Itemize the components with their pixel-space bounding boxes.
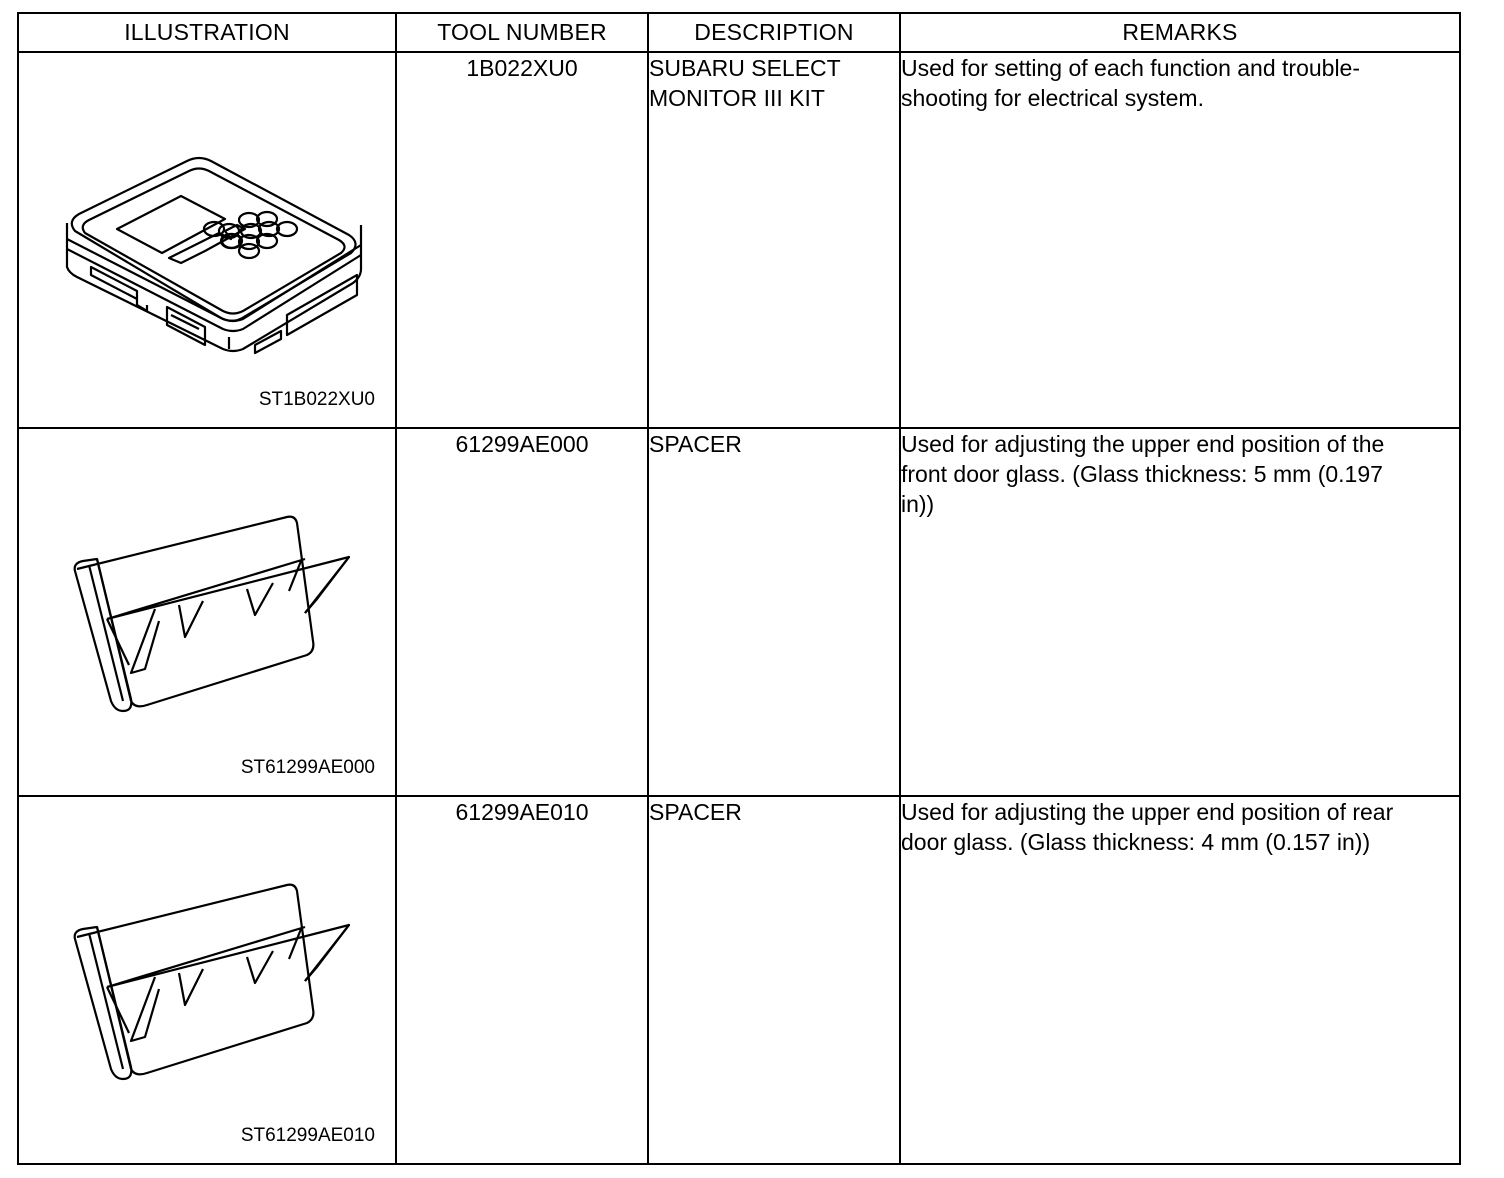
illustration-code: ST61299AE000 <box>240 757 375 778</box>
table-row <box>18 796 1460 1164</box>
description-line: SPACER <box>649 431 742 457</box>
special-tools-table <box>17 12 1461 1165</box>
illustration-cell <box>18 428 396 796</box>
header-tool-number: TOOL NUMBER <box>396 13 648 52</box>
remarks-line: Used for setting of each function and trouble- <box>901 55 1361 81</box>
remarks-line: in)) <box>901 491 935 517</box>
description-line: MONITOR III KIT <box>649 85 825 111</box>
tool-number-cell: 61299AE000 <box>396 428 648 796</box>
description-cell <box>648 52 900 428</box>
spacer-icon <box>19 797 397 1163</box>
remarks-cell <box>900 796 1460 1164</box>
header-description: DESCRIPTION <box>648 13 900 52</box>
description-cell <box>648 796 900 1164</box>
table-row <box>18 428 1460 796</box>
tool-number-cell: 1B022XU0 <box>396 52 648 428</box>
description-line: SUBARU SELECT <box>649 55 841 81</box>
remarks-line: Used for adjusting the upper end position of rear <box>901 799 1394 825</box>
header-illustration: ILLUSTRATION <box>18 13 396 52</box>
description-cell <box>648 428 900 796</box>
header-row <box>18 13 1460 52</box>
header-remarks: REMARKS <box>900 13 1460 52</box>
select-monitor-device-icon <box>19 53 397 427</box>
remarks-line: door glass. (Glass thickness: 4 mm (0.157 in)) <box>901 829 1371 855</box>
remarks-cell <box>900 52 1460 428</box>
spacer-icon <box>19 429 397 795</box>
remarks-line: shooting for electrical system. <box>901 85 1204 111</box>
table-row <box>18 52 1460 428</box>
remarks-line: Used for adjusting the upper end position of the <box>901 431 1385 457</box>
illustration-cell <box>18 796 396 1164</box>
illustration-code: ST1B022XU0 <box>258 389 375 410</box>
description-line: SPACER <box>649 799 742 825</box>
tool-number-cell: 61299AE010 <box>396 796 648 1164</box>
illustration-code: ST61299AE010 <box>240 1125 375 1146</box>
illustration-cell <box>18 52 396 428</box>
remarks-cell <box>900 428 1460 796</box>
remarks-line: front door glass. (Glass thickness: 5 mm (0.197 <box>901 461 1383 487</box>
